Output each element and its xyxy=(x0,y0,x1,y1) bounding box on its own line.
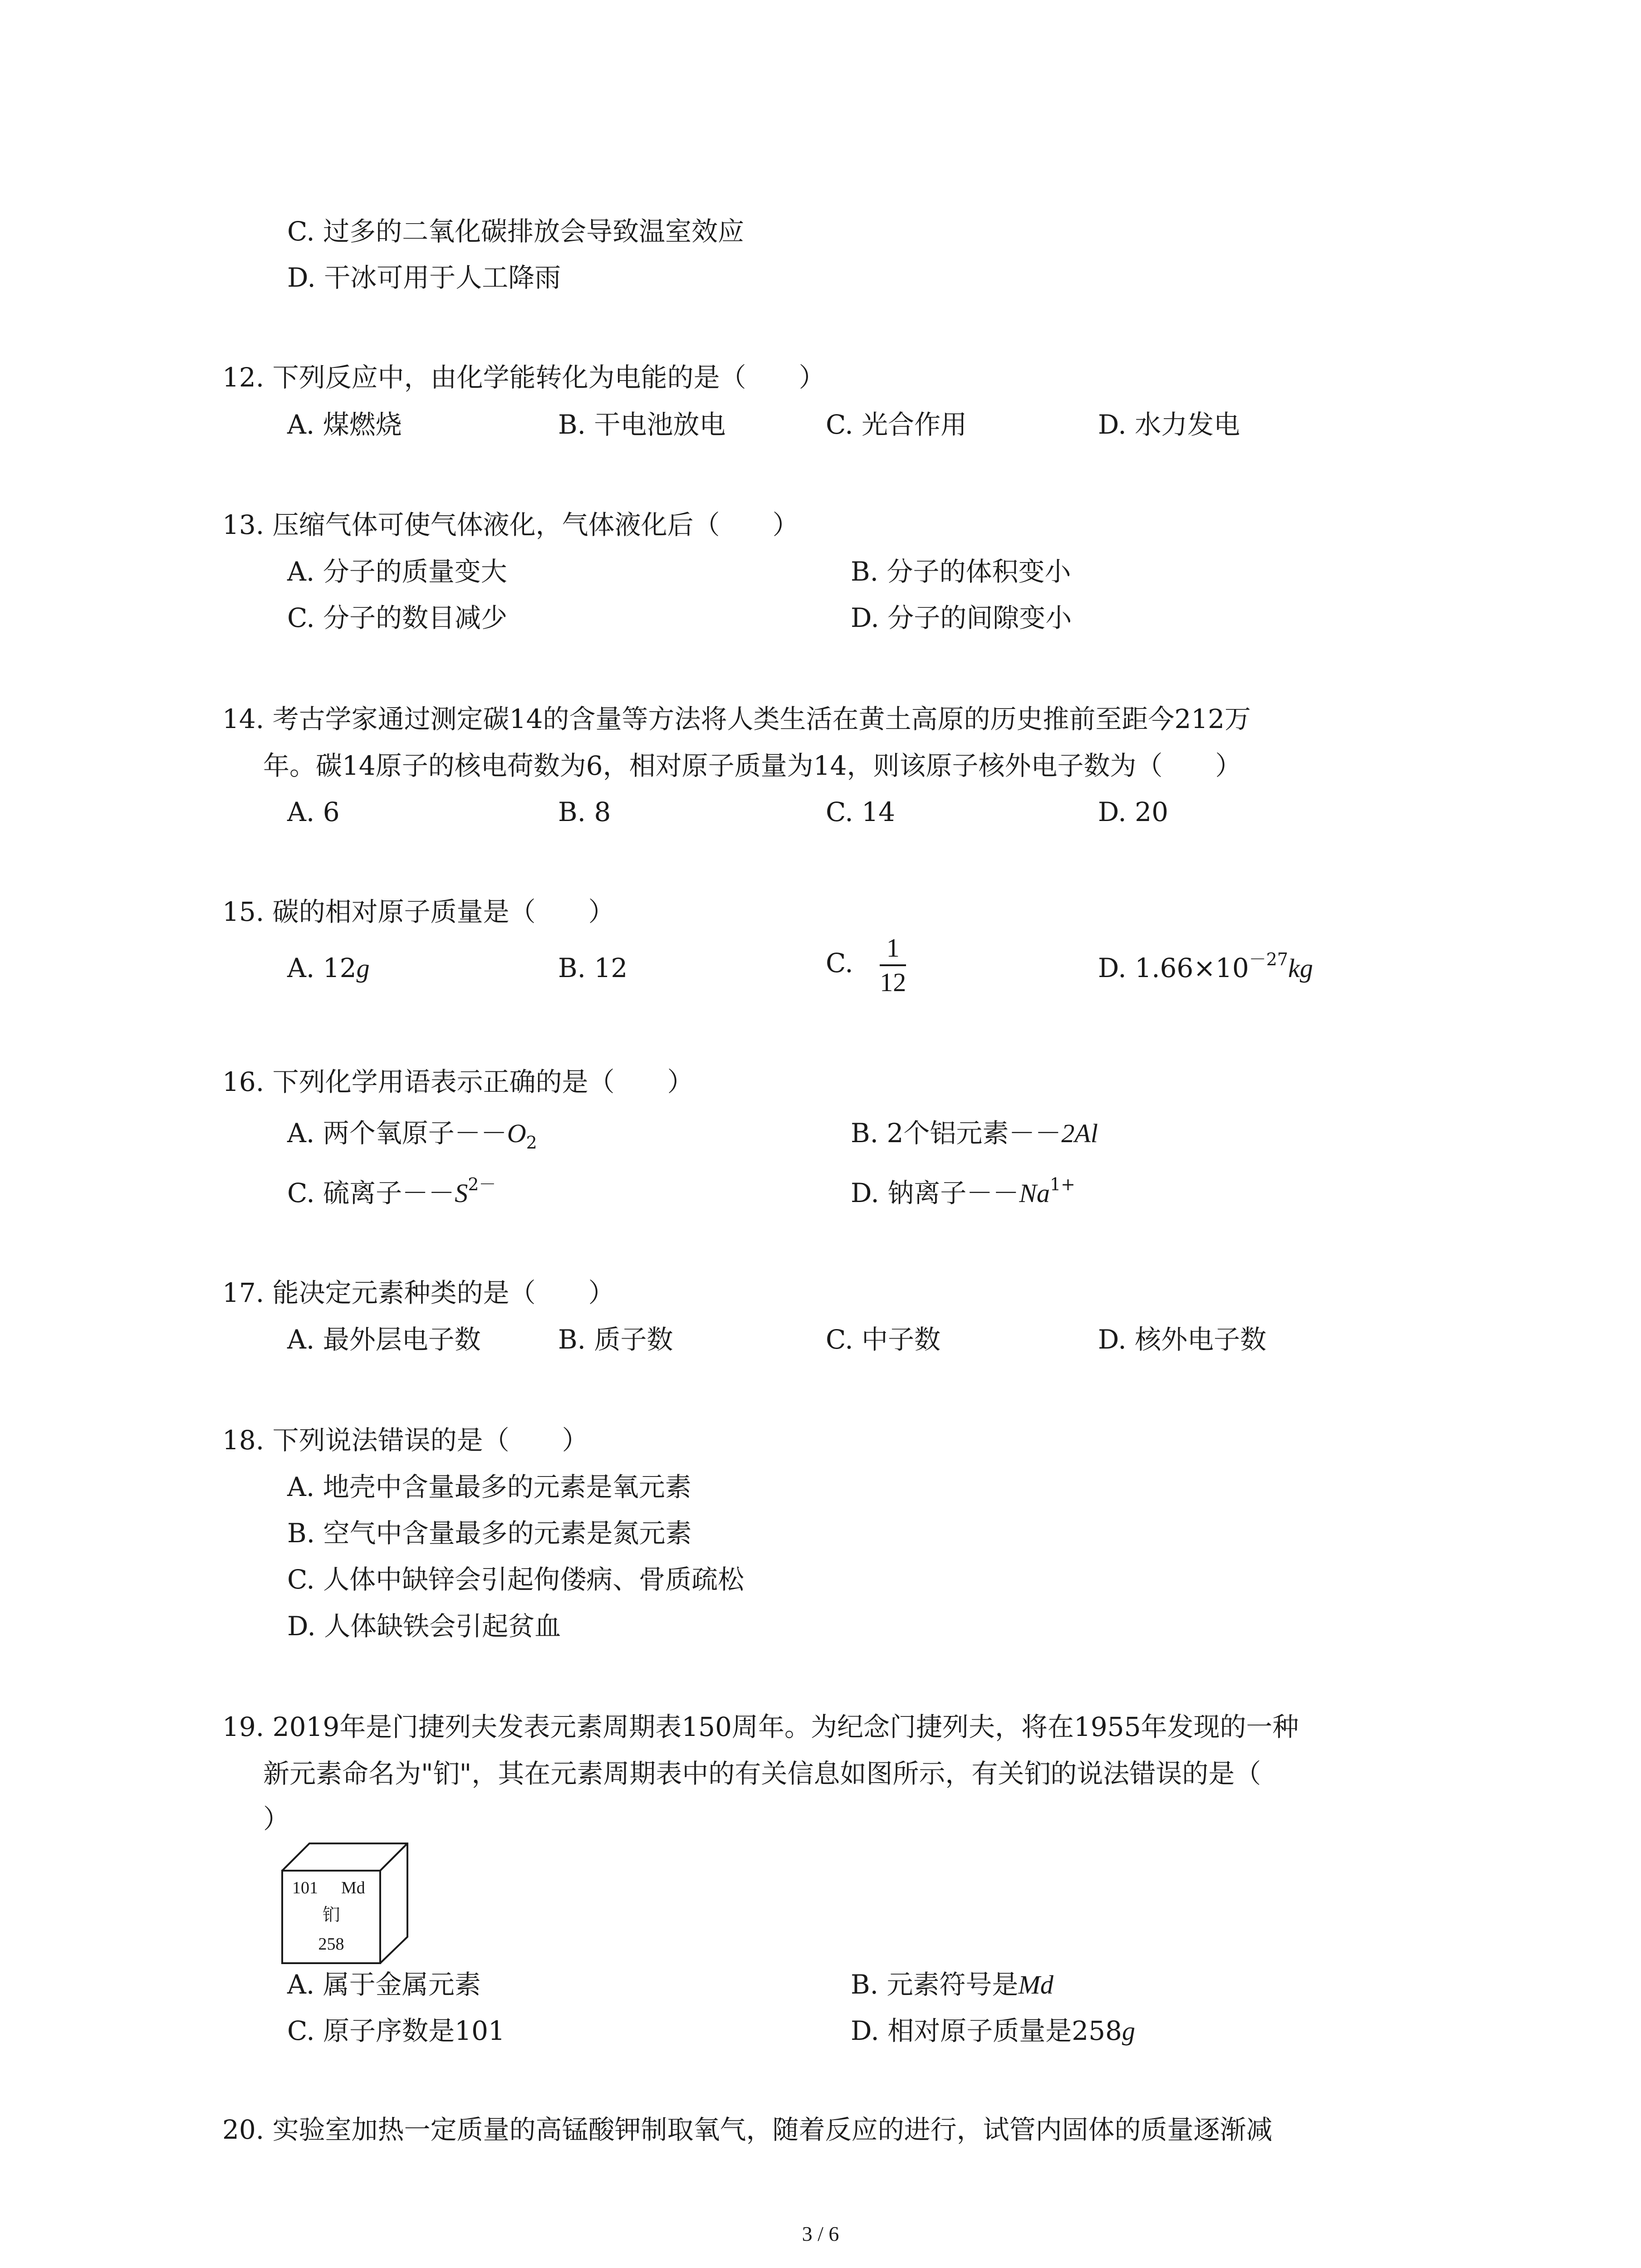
tile-atomic-mass: 258 xyxy=(318,1935,344,1954)
q14-option-b: B. 8 xyxy=(558,797,611,827)
q15-option-d xyxy=(1098,950,1313,987)
q12-option-a: A. 煤燃烧 xyxy=(287,409,402,440)
q12-option-d: D. 水力发电 xyxy=(1098,409,1240,440)
q20-stem-line1: 20. 实验室加热一定质量的高锰酸钾制取氧气，随着反应的进行，试管内固体的质量逐渐减 xyxy=(222,2114,1273,2145)
q18-option-c: C. 人体中缺锌会引起佝偻病、骨质疏松 xyxy=(287,1564,745,1595)
q16-option-a xyxy=(287,1115,537,1152)
q13-option-c: C. 分子的数目减少 xyxy=(287,602,508,633)
q15-a-label: A. xyxy=(287,953,315,983)
q15-d-label: D. xyxy=(1098,953,1127,983)
element-tile-mendelevium xyxy=(281,1843,408,1964)
q15-d-exponent: －27 xyxy=(1249,949,1288,969)
q15-c-numerator: 1 xyxy=(880,932,906,966)
q16-c-text: C. 硫离子－－ xyxy=(287,1178,455,1208)
q19-option-b xyxy=(851,1966,1053,2003)
q17-option-d: D. 核外电子数 xyxy=(1098,1324,1267,1355)
q11-option-c: C. 过多的二氧化碳排放会导致温室效应 xyxy=(287,216,745,247)
q18-option-a: A. 地壳中含量最多的元素是氧元素 xyxy=(287,1471,691,1502)
q19-d-text: D. 相对原子质量是258 xyxy=(851,2015,1122,2046)
tile-symbol: Md xyxy=(341,1878,365,1897)
q19-d-unit: g xyxy=(1122,2016,1136,2046)
q16-a-text: A. 两个氧原子－－ xyxy=(287,1118,507,1149)
q18-option-b: B. 空气中含量最多的元素是氮元素 xyxy=(287,1518,692,1549)
q15-c-denominator: 12 xyxy=(880,967,906,997)
q16-d-text: D. 钠离子－－ xyxy=(851,1178,1019,1208)
q11-option-d: D. 干冰可用于人工降雨 xyxy=(287,262,561,293)
q19-option-c: C. 原子序数是101 xyxy=(287,2015,505,2046)
q19-stem-line2: 新元素命名为"钔"，其在元素周期表中的有关信息如图所示，有关钔的说法错误的是（ xyxy=(263,1758,1261,1789)
q14-stem-line2: 年。碳14原子的核电荷数为6，相对原子质量为14，则该原子核外电子数为（ ） xyxy=(263,750,1242,781)
q16-c-superscript: 2－ xyxy=(468,1174,496,1194)
q15-c-label: C. xyxy=(826,948,853,978)
q19-option-a: A. 属于金属元素 xyxy=(287,1969,481,2000)
q16-option-d xyxy=(851,1175,1075,1212)
q16-c-symbol: S xyxy=(455,1178,468,1208)
q14-option-c: C. 14 xyxy=(826,797,895,827)
q18-option-d: D. 人体缺铁会引起贫血 xyxy=(287,1611,561,1642)
q16-stem: 16. 下列化学用语表示正确的是（ ） xyxy=(222,1066,694,1097)
q15-d-value: 1.66×10 xyxy=(1135,953,1249,983)
page-number: 3 / 6 xyxy=(802,2222,839,2245)
q19-b-text: B. 元素符号是 xyxy=(851,1969,1019,2000)
q16-option-b xyxy=(851,1115,1098,1152)
q15-option-b: B. 12 xyxy=(558,953,628,983)
q15-d-unit: kg xyxy=(1288,953,1313,983)
tile-element-name: 钔 xyxy=(322,1906,340,1925)
q19-b-symbol: Md xyxy=(1018,1970,1053,1999)
q13-stem: 13. 压缩气体可使气体液化，气体液化后（ ） xyxy=(222,509,799,540)
q12-option-b: B. 干电池放电 xyxy=(558,409,726,440)
q14-stem-line1: 14. 考古学家通过测定碳14的含量等方法将人类生活在黄土高原的历史推前至距今212万 xyxy=(222,704,1251,734)
q19-option-d xyxy=(851,2013,1135,2049)
q17-option-c: C. 中子数 xyxy=(826,1324,941,1355)
q19-stem-line1: 19. 2019年是门捷列夫发表元素周期表150周年。为纪念门捷列夫，将在1955年发现的一种 xyxy=(222,1711,1299,1742)
q16-b-symbol: 2Al xyxy=(1061,1119,1098,1148)
q16-d-superscript: 1+ xyxy=(1050,1174,1076,1194)
q16-d-symbol: Na xyxy=(1019,1178,1050,1208)
q19-stem-line3: ） xyxy=(263,1804,290,1834)
q14-option-a: A. 6 xyxy=(287,797,340,827)
tile-atomic-number: 101 xyxy=(292,1878,318,1897)
q17-option-a: A. 最外层电子数 xyxy=(287,1324,481,1355)
q16-option-c xyxy=(287,1175,496,1212)
q15-c-fraction xyxy=(880,932,906,999)
q13-option-b: B. 分子的体积变小 xyxy=(851,556,1071,587)
q14-option-d: D. 20 xyxy=(1098,797,1169,827)
q13-option-a: A. 分子的质量变大 xyxy=(287,556,507,587)
q15-a-unit: g xyxy=(356,953,370,983)
q12-option-c: C. 光合作用 xyxy=(826,409,967,440)
q16-b-text: B. 2个铝元素－－ xyxy=(851,1118,1062,1149)
q15-stem: 15. 碳的相对原子质量是（ ） xyxy=(222,896,615,927)
q18-stem: 18. 下列说法错误的是（ ） xyxy=(222,1425,588,1456)
q16-a-subscript: 2 xyxy=(526,1133,537,1153)
q17-option-b: B. 质子数 xyxy=(558,1324,673,1355)
q16-a-symbol: O xyxy=(507,1119,526,1148)
q17-stem: 17. 能决定元素种类的是（ ） xyxy=(222,1277,615,1308)
q15-a-value: 12 xyxy=(323,953,357,983)
q13-option-d: D. 分子的间隙变小 xyxy=(851,602,1072,633)
q15-option-a xyxy=(287,950,370,987)
q12-stem: 12. 下列反应中，由化学能转化为电能的是（ ） xyxy=(222,362,825,393)
q15-option-c xyxy=(826,929,906,999)
